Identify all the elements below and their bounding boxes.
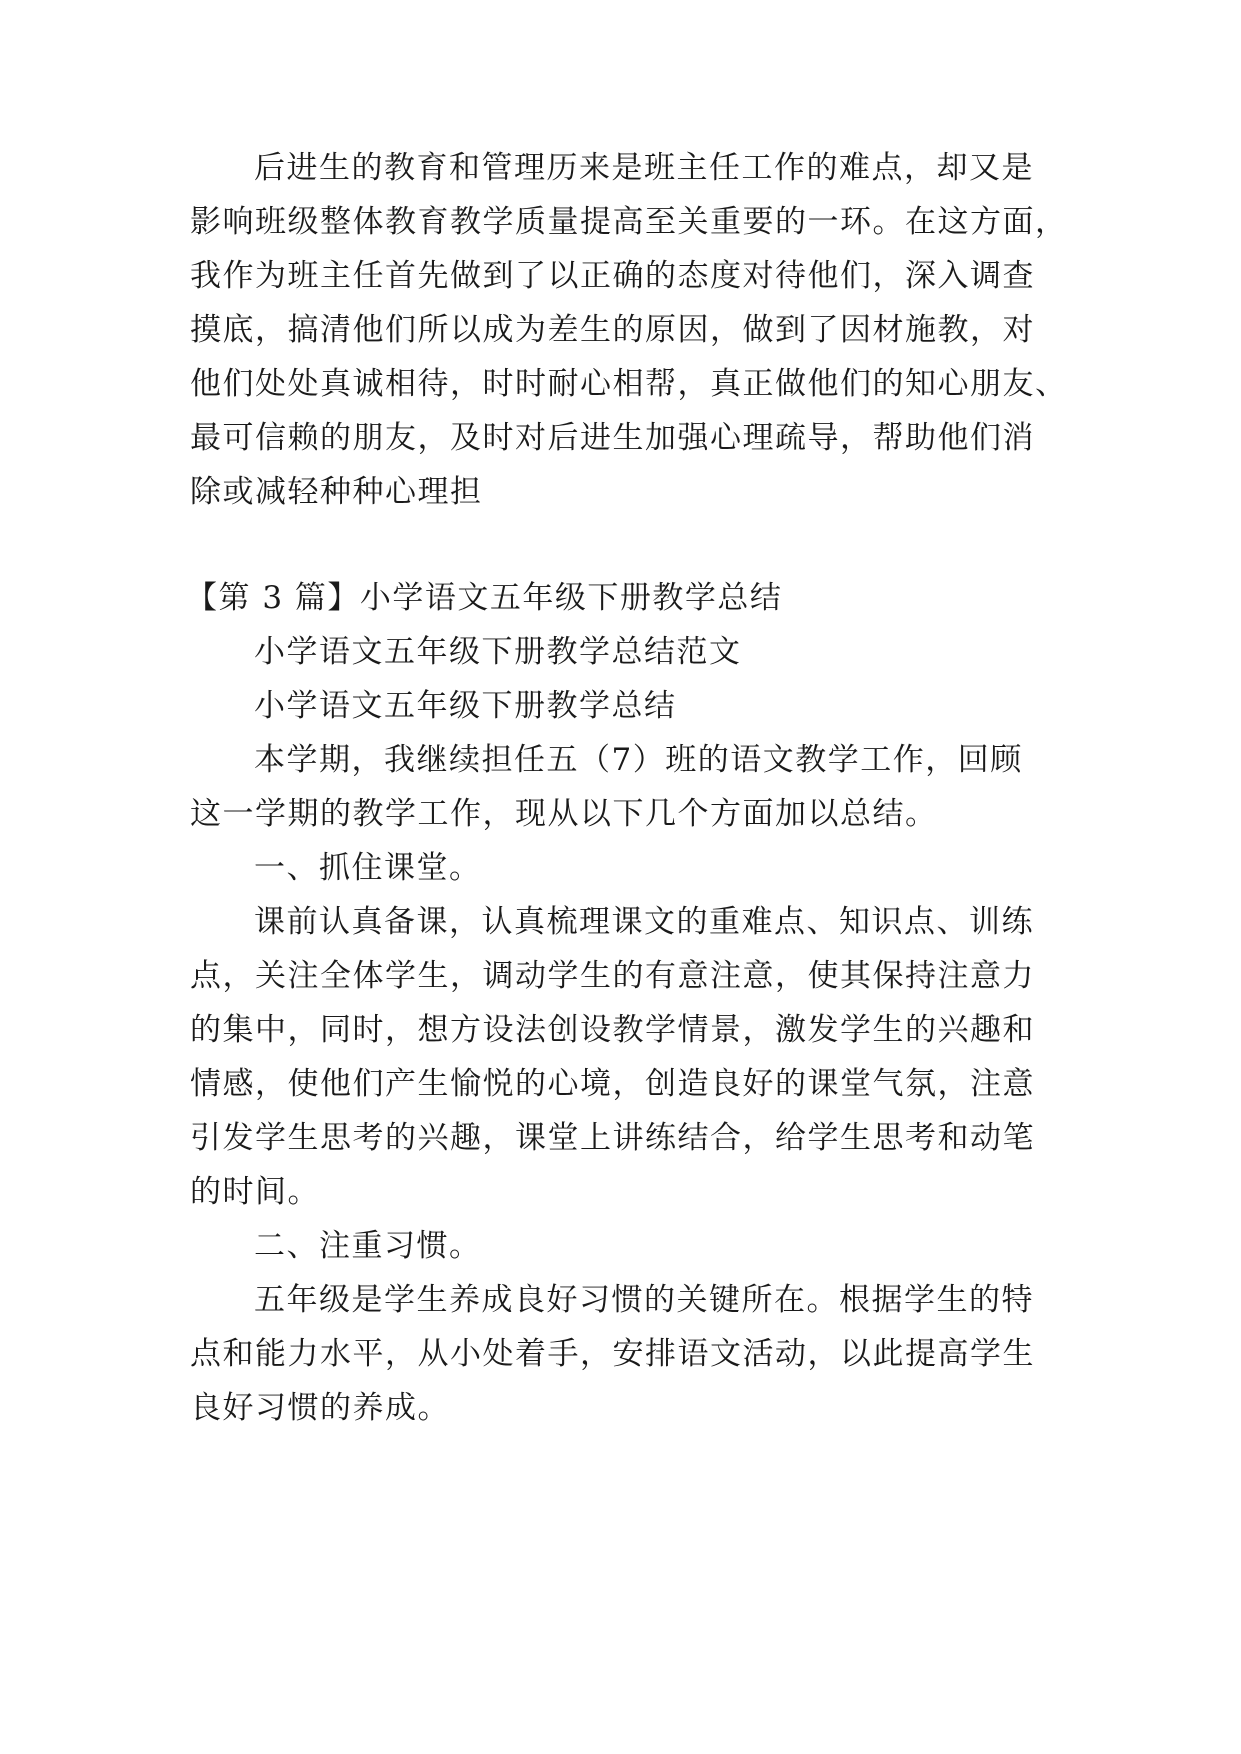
point-body-line: 点，关注全体学生，调动学生的有意注意，使其保持注意力 — [190, 958, 1035, 994]
section-heading: 【第 3 篇】小学语文五年级下册教学总结 — [186, 580, 783, 616]
paragraph-line: 摸底，搞清他们所以成为差生的原因，做到了因材施教，对 — [190, 312, 1035, 348]
point-body-line: 情感，使他们产生愉悦的心境，创造良好的课堂气氛，注意 — [190, 1066, 1035, 1102]
point-body-line: 引发学生思考的兴趣，课堂上讲练结合，给学生思考和动笔 — [190, 1120, 1035, 1156]
section-subtitle: 小学语文五年级下册教学总结 — [254, 688, 677, 724]
paragraph-line: 他们处处真诚相待，时时耐心相帮，真正做他们的知心朋友、 — [190, 366, 1068, 402]
point-body-line: 点和能力水平，从小处着手，安排语文活动，以此提高学生 — [190, 1336, 1035, 1372]
point-title: 二、注重习惯。 — [254, 1228, 482, 1264]
intro-line: 本学期，我继续担任五（7）班的语文教学工作，回顾 — [254, 742, 1023, 778]
paragraph-line: 影响班级整体教育教学质量提高至关重要的一环。在这方面， — [190, 204, 1068, 240]
point-title: 一、抓住课堂。 — [254, 850, 482, 886]
point-body-line: 良好习惯的养成。 — [190, 1390, 450, 1426]
point-body-line: 课前认真备课，认真梳理课文的重难点、知识点、训练 — [254, 904, 1034, 940]
point-body-line: 的时间。 — [190, 1174, 320, 1210]
paragraph-line: 我作为班主任首先做到了以正确的态度对待他们，深入调查 — [190, 258, 1035, 294]
point-body-line: 五年级是学生养成良好习惯的关键所在。根据学生的特 — [254, 1282, 1034, 1318]
section-subtitle: 小学语文五年级下册教学总结范文 — [254, 634, 742, 670]
intro-line: 这一学期的教学工作，现从以下几个方面加以总结。 — [190, 796, 938, 832]
paragraph-line: 后进生的教育和管理历来是班主任工作的难点，却又是 — [254, 150, 1034, 186]
paragraph-line: 除或减轻种种心理担 — [190, 474, 483, 510]
paragraph-line: 最可信赖的朋友，及时对后进生加强心理疏导，帮助他们消 — [190, 420, 1035, 456]
point-body-line: 的集中，同时，想方设法创设教学情景，激发学生的兴趣和 — [190, 1012, 1035, 1048]
